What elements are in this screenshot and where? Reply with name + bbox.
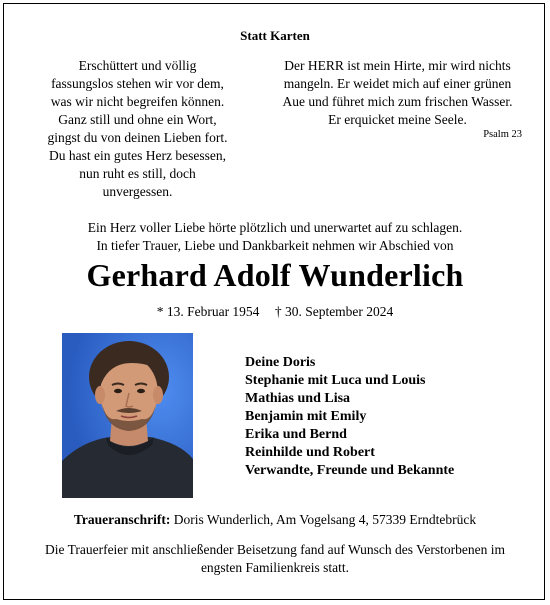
intro-text — [0, 219, 550, 255]
family-member: Stephanie mit Luca und Louis — [245, 373, 426, 388]
family-member: Benjamin mit Emily — [245, 409, 367, 424]
poem-line: Erschüttert und völlig — [78, 58, 197, 73]
mourning-address — [0, 512, 550, 528]
header-title: Statt Karten — [240, 28, 310, 43]
poem-line: nun ruht es still, doch — [79, 166, 196, 181]
portrait-image — [62, 333, 193, 498]
verse-line: Aue und führet mich zum frischen Wasser. — [282, 94, 513, 109]
family-member: Erika und Bernd — [245, 427, 347, 442]
verse-line: mangeln. Er weidet mich auf einer grünen — [283, 76, 512, 91]
funeral-line: engsten Familienkreis statt. — [200, 560, 350, 575]
family-list — [245, 354, 454, 480]
poem-line: fassungslos stehen wir vor dem, — [51, 76, 224, 91]
funeral-line: Die Trauerfeier mit anschließender Beisetzung fand auf Wunsch des Verstorbenen im — [44, 542, 506, 557]
verse-reference: Psalm 23 — [483, 129, 522, 140]
family-member: Mathias und Lisa — [245, 391, 351, 406]
intro-line: In tiefer Trauer, Liebe und Dankbarkeit nehmen wir Abschied von — [96, 238, 454, 253]
poem-line: Du hast ein gutes Herz besessen, — [49, 148, 226, 163]
family-member: Deine Doris — [245, 355, 316, 370]
verse-line: Er erquicket meine Seele. — [328, 112, 467, 127]
funeral-notice — [0, 541, 550, 577]
bible-verse — [270, 57, 525, 129]
birth-date: * 13. Februar 1954 — [156, 304, 260, 319]
family-member: Reinhilde und Robert — [245, 445, 375, 460]
deceased-name: Gerhard Adolf Wunderlich — [86, 257, 464, 293]
address-label: Traueranschrift: — [73, 512, 171, 527]
portrait-photo — [62, 333, 193, 498]
poem-line: was wir nicht begreifen können. — [50, 94, 225, 109]
poem-line: Ganz still und ohne ein Wort, — [58, 112, 217, 127]
intro-line: Ein Herz voller Liebe hörte plötzlich und unerwartet auf zu schlagen. — [87, 220, 463, 235]
family-member: Verwandte, Freunde und Bekannte — [245, 463, 455, 478]
verse-line: Der HERR ist mein Hirte, mir wird nichts — [284, 58, 511, 73]
poem-line: unvergessen. — [102, 184, 173, 199]
poem — [25, 57, 250, 201]
address-value: Doris Wunderlich, Am Vogelsang 4, 57339 Erndtebrück — [173, 512, 477, 527]
poem-line: gingst du von deinen Lieben fort. — [47, 130, 228, 145]
death-date: † 30. September 2024 — [274, 304, 394, 319]
life-dates — [0, 304, 550, 320]
